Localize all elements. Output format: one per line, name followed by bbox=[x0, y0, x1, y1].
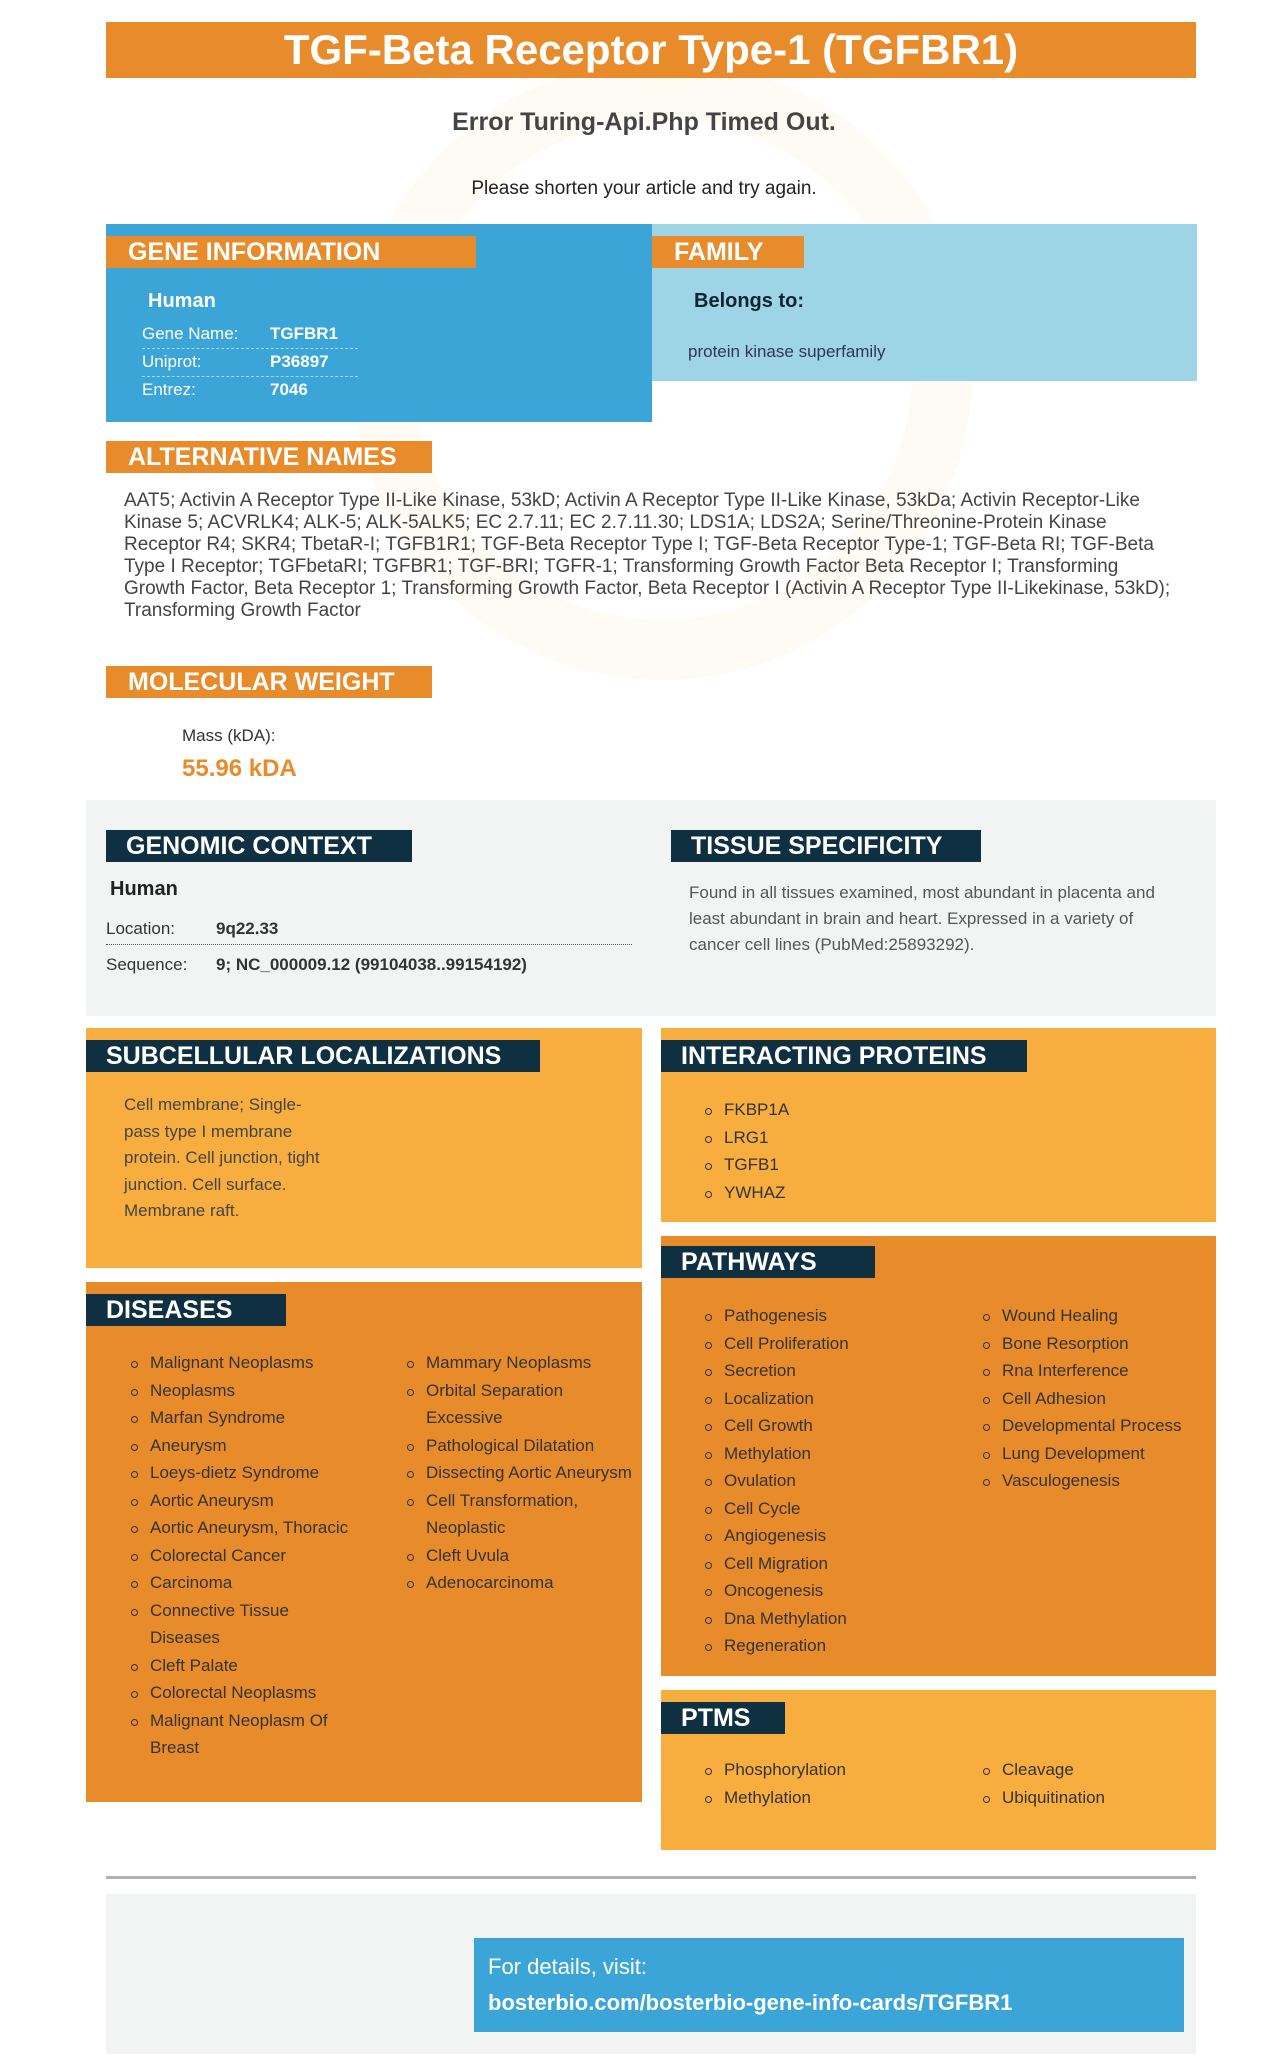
alternative-names-text: AAT5; Activin A Receptor Type II-Like Kinase, 53kD; Activin A Receptor Type II-Like Kinase, 53kDa; Activin Receptor-Like Kinase 5; ACVRLK4; ALK-5; ALK-5ALK5; EC 2.7.11; EC 2.7.11.30; LDS1A; LDS2A; Serine/Threonine-Protein Kinase Receptor R4; SKR4; TbetaR-I; TGFB1R1; TGF-Beta Receptor Type I; TGF-Beta Receptor Type-1; TGF-Beta RI; TGF-Beta Type I Receptor; TGFbetaRI; TGFBR1; TGF-BRI; TGFR-1; Transforming Growth Factor Beta Receptor I; Transforming Growth Factor, Beta Receptor 1; Transforming Growth Factor, Beta Receptor I (Activin A Receptor Type II-Likekinase, 53kD); Transforming Growth Factor bbox=[124, 490, 1171, 621]
list-item: Angiogenesis bbox=[702, 1522, 962, 1550]
mass-value: 55.96 kDA bbox=[182, 755, 297, 782]
list-item: Cleft Uvula bbox=[404, 1542, 634, 1570]
list-item: Aneurysm bbox=[128, 1432, 358, 1460]
ptms-list-col1 bbox=[702, 1756, 962, 1811]
subcellular-heading: SUBCELLULAR LOCALIZATIONS bbox=[86, 1040, 540, 1072]
list-item: Vasculogenesis bbox=[980, 1467, 1200, 1495]
ptms-list-col2 bbox=[980, 1756, 1200, 1811]
tissue-specificity-heading: TISSUE SPECIFICITY bbox=[671, 830, 981, 862]
footer-divider bbox=[106, 1876, 1196, 1879]
entrez-row bbox=[142, 376, 358, 404]
list-item: Cell Growth bbox=[702, 1412, 962, 1440]
genomic-context-heading: GENOMIC CONTEXT bbox=[106, 830, 412, 862]
family-heading: FAMILY bbox=[652, 236, 804, 268]
diseases-heading: DISEASES bbox=[86, 1294, 286, 1326]
list-item: Developmental Process bbox=[980, 1412, 1200, 1440]
gene-information-heading: GENE INFORMATION bbox=[106, 236, 476, 268]
list-item: Colorectal Neoplasms bbox=[128, 1679, 358, 1707]
list-item: Lung Development bbox=[980, 1440, 1200, 1468]
list-item: Pathogenesis bbox=[702, 1302, 962, 1330]
sequence-key: Sequence: bbox=[106, 955, 188, 974]
list-item: Pathological Dilatation bbox=[404, 1432, 634, 1460]
sequence-value: 9; NC_000009.12 (99104038..99154192) bbox=[216, 955, 527, 974]
ptms-heading: PTMS bbox=[661, 1702, 785, 1734]
list-item: Cell Cycle bbox=[702, 1495, 962, 1523]
sequence-row bbox=[106, 952, 632, 978]
pathways-heading: PATHWAYS bbox=[661, 1246, 875, 1278]
list-item: Wound Healing bbox=[980, 1302, 1200, 1330]
details-link[interactable]: bosterbio.com/bosterbio-gene-info-cards/TGFBR1 bbox=[488, 1990, 1013, 2015]
list-item: Malignant Neoplasms bbox=[128, 1349, 358, 1377]
location-row bbox=[106, 916, 632, 945]
list-item: Regeneration bbox=[702, 1632, 962, 1660]
list-item: Bone Resorption bbox=[980, 1330, 1200, 1358]
list-item: Connective Tissue Diseases bbox=[128, 1597, 358, 1652]
list-item: Marfan Syndrome bbox=[128, 1404, 358, 1432]
list-item: Loeys-dietz Syndrome bbox=[128, 1459, 358, 1487]
list-item: Localization bbox=[702, 1385, 962, 1413]
uniprot-row bbox=[142, 348, 358, 377]
list-item: Aortic Aneurysm bbox=[128, 1487, 358, 1515]
list-item: Orbital Separation Excessive bbox=[404, 1377, 634, 1432]
alternative-names-heading: ALTERNATIVE NAMES bbox=[106, 441, 432, 473]
list-item: Malignant Neoplasm Of Breast bbox=[128, 1707, 358, 1762]
uniprot-value: P36897 bbox=[270, 352, 329, 371]
gene-name-value: TGFBR1 bbox=[270, 324, 338, 343]
pathways-list-col2 bbox=[980, 1302, 1200, 1495]
entrez-key: Entrez: bbox=[142, 380, 196, 399]
error-message: Please shorten your article and try again. bbox=[471, 178, 817, 199]
error-title: Error Turing-Api.Php Timed Out. bbox=[452, 108, 836, 136]
list-item: Aortic Aneurysm, Thoracic bbox=[128, 1514, 358, 1542]
list-item: Ubiquitination bbox=[980, 1784, 1200, 1812]
list-item: Neoplasms bbox=[128, 1377, 358, 1405]
list-item: Cell Proliferation bbox=[702, 1330, 962, 1358]
mass-label: Mass (kDA): bbox=[182, 726, 276, 745]
list-item: Dissecting Aortic Aneurysm bbox=[404, 1459, 634, 1487]
list-item: YWHAZ bbox=[702, 1179, 789, 1207]
entrez-value: 7046 bbox=[270, 380, 308, 399]
family-belongs-label: Belongs to: bbox=[694, 290, 804, 312]
pathways-list-col1 bbox=[702, 1302, 962, 1660]
list-item: Mammary Neoplasms bbox=[404, 1349, 634, 1377]
subcellular-text: Cell membrane; Single-pass type I membrane protein. Cell junction, tight junction. Cell surface. Membrane raft. bbox=[124, 1095, 320, 1220]
list-item: Cell Migration bbox=[702, 1550, 962, 1578]
interacting-proteins-heading: INTERACTING PROTEINS bbox=[661, 1040, 1027, 1072]
family-value: protein kinase superfamily bbox=[688, 342, 886, 361]
list-item: Methylation bbox=[702, 1784, 962, 1812]
details-label: For details, visit: bbox=[488, 1954, 647, 1979]
list-item: Adenocarcinoma bbox=[404, 1569, 634, 1597]
diseases-list-col1 bbox=[128, 1349, 358, 1762]
genomic-species: Human bbox=[110, 878, 178, 900]
list-item: Secretion bbox=[702, 1357, 962, 1385]
diseases-list-col2 bbox=[404, 1349, 634, 1597]
list-item: Dna Methylation bbox=[702, 1605, 962, 1633]
tissue-specificity-text: Found in all tissues examined, most abundant in placenta and least abundant in brain and heart. Expressed in a variety of cancer cell lines (PubMed:25893292). bbox=[689, 883, 1155, 954]
list-item: Cell Transformation, Neoplastic bbox=[404, 1487, 634, 1542]
list-item: Methylation bbox=[702, 1440, 962, 1468]
list-item: Cell Adhesion bbox=[980, 1385, 1200, 1413]
list-item: FKBP1A bbox=[702, 1096, 789, 1124]
list-item: Rna Interference bbox=[980, 1357, 1200, 1385]
list-item: LRG1 bbox=[702, 1124, 789, 1152]
list-item: Oncogenesis bbox=[702, 1577, 962, 1605]
list-item: Cleavage bbox=[980, 1756, 1200, 1784]
list-item: Ovulation bbox=[702, 1467, 962, 1495]
list-item: Colorectal Cancer bbox=[128, 1542, 358, 1570]
page-title: TGF-Beta Receptor Type-1 (TGFBR1) bbox=[106, 22, 1196, 78]
list-item: Phosphorylation bbox=[702, 1756, 962, 1784]
list-item: Cleft Palate bbox=[128, 1652, 358, 1680]
location-value: 9q22.33 bbox=[216, 919, 279, 938]
gene-name-key: Gene Name: bbox=[142, 324, 239, 343]
uniprot-key: Uniprot: bbox=[142, 352, 202, 371]
list-item: TGFB1 bbox=[702, 1151, 789, 1179]
interacting-proteins-list bbox=[702, 1096, 789, 1206]
list-item: Carcinoma bbox=[128, 1569, 358, 1597]
details-box[interactable] bbox=[474, 1938, 1184, 2032]
gene-name-row bbox=[142, 320, 358, 349]
location-key: Location: bbox=[106, 919, 175, 938]
gene-species: Human bbox=[148, 290, 216, 312]
molecular-weight-heading: MOLECULAR WEIGHT bbox=[106, 666, 432, 698]
